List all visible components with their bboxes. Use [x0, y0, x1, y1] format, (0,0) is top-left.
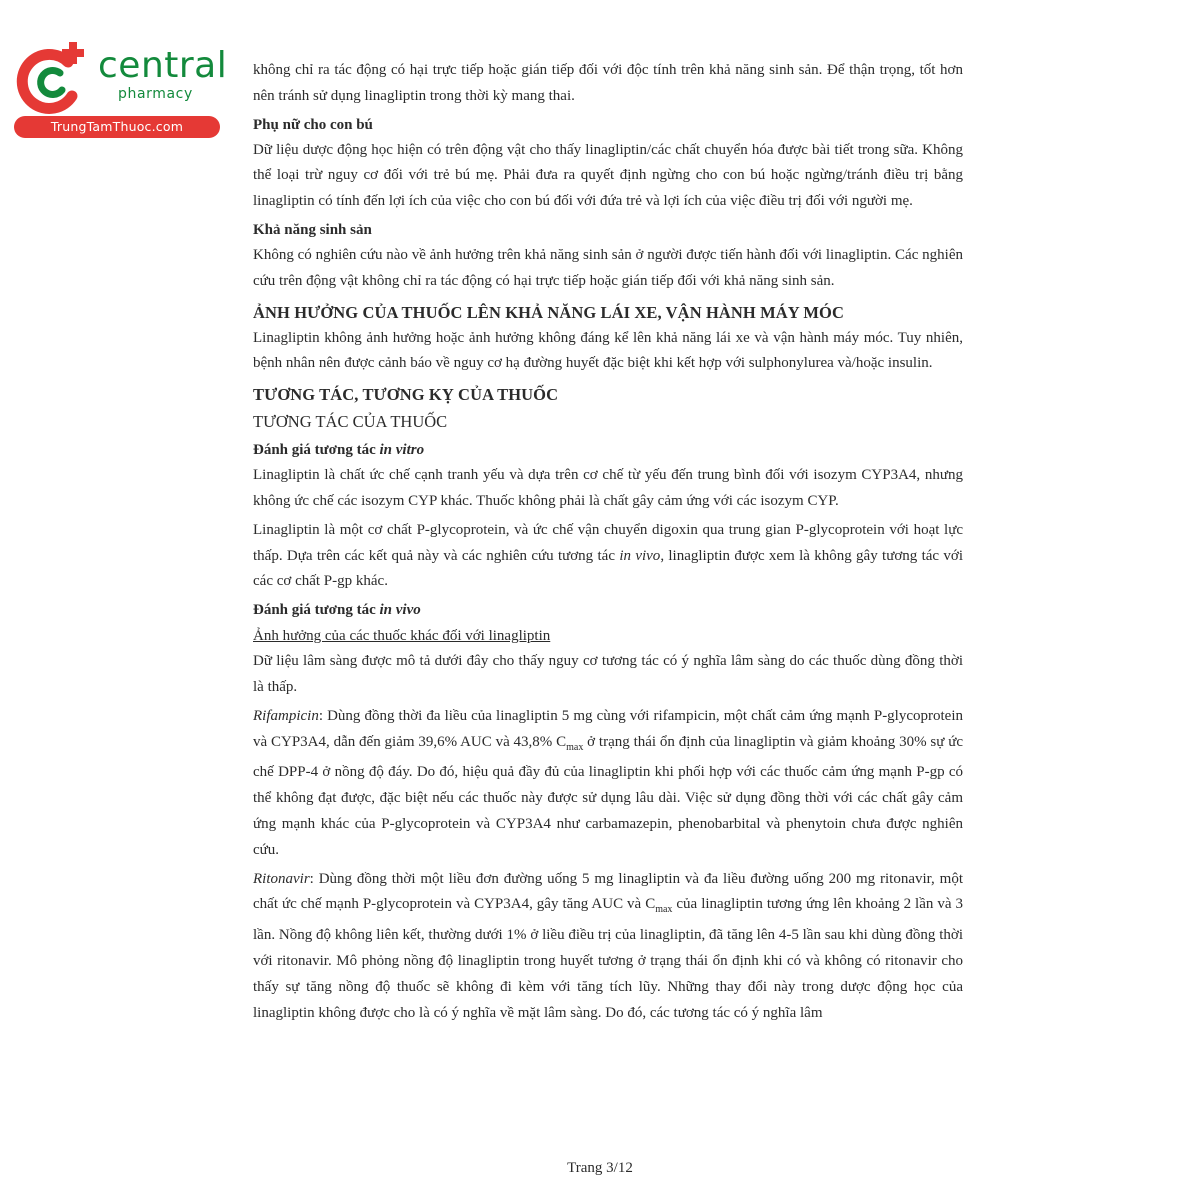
- rifampicin-cmax-sub: max: [566, 741, 584, 753]
- document-body: [253, 58, 963, 1026]
- paragraph-ritonavir: [253, 867, 963, 1027]
- heading-in-vivo: [253, 598, 963, 622]
- paragraph-fertility: Không có nghiên cứu nào về ảnh hưởng trên khả năng sinh sản ở người được tiến hành đối với linagliptin. Các nghiên cứu trên động vật không chỉ ra tác động có hại trực tiếp hoặc gián tiếp đối với khả năng sinh sản.: [253, 246, 963, 289]
- ritonavir-label: Ritonavir: [253, 870, 310, 887]
- central-pharmacy-logo: [12, 40, 228, 136]
- ritonavir-cmax-sub: max: [655, 904, 673, 916]
- heading-in-vivo-text: Đánh giá tương tác: [253, 602, 380, 619]
- paragraph-driving: Linagliptin không ảnh hưởng hoặc ảnh hưởng không đáng kể lên khả năng lái xe và vận hành máy móc. Tuy nhiên, bệnh nhân nên được cảnh báo về nguy cơ hạ đường huyết đặc biệt khi kết hợp với sulphonylurea và/hoặc insulin.: [253, 329, 963, 372]
- heading-interactions: TƯƠNG TÁC, TƯƠNG KỴ CỦA THUỐC: [253, 385, 559, 405]
- paragraph-rifampicin: [253, 704, 963, 864]
- paragraph-in-vitro-2-a: Linagliptin là một cơ chất P-glycoprotein, và ức chế vận chuyển digoxin qua trung gian P-glycoprotein với hoạt lực thấp. Dựa trên các kết quả này và các nghiên cứu tương tác: [253, 521, 963, 564]
- heading-lactation: Phụ nữ cho con bú: [253, 116, 373, 133]
- page-number: Trang 3/12: [567, 1160, 633, 1176]
- paragraph-clinical: Dữ liệu lâm sàng được mô tả dưới đây cho thấy nguy cơ tương tác có ý nghĩa lâm sàng do các thuốc dùng đồng thời là thấp.: [253, 653, 963, 695]
- paragraph-pregnancy-end: không chỉ ra tác động có hại trực tiếp hoặc gián tiếp đối với độc tính trên khả năng sinh sản. Để thận trọng, tốt hơn nên tránh sử dụng linagliptin trong thời kỳ mang thai.: [253, 62, 963, 104]
- heading-in-vitro-term: in vitro: [379, 442, 425, 459]
- brand-name: central: [98, 45, 228, 86]
- heading-other-drugs: Ảnh hưởng của các thuốc khác đối với linagliptin: [253, 628, 551, 645]
- ritonavir-text-a: : Dùng đồng thời một liều đơn đường uống 5 mg linagliptin và đa liều đường uống 200 mg ritonavir, một chất ức chế mạnh P-glycoprotein và CYP3A4, gây tăng AUC và C: [253, 870, 963, 913]
- rifampicin-label: Rifampicin: [253, 707, 319, 724]
- heading-driving: ẢNH HƯỞNG CỦA THUỐC LÊN KHẢ NĂNG LÁI XE, VẬN HÀNH MÁY MÓC: [253, 302, 845, 322]
- in-vivo-term: in vivo: [619, 547, 661, 564]
- paragraph-in-vitro-2-b: , linagliptin được xem là không gây tương tác với các cơ chất P-gp khác.: [253, 547, 963, 590]
- heading-in-vivo-term: in vivo: [379, 602, 421, 619]
- paragraph-in-vitro-2: [253, 518, 963, 595]
- paragraph-lactation: Dữ liệu dược động học hiện có trên động vật cho thấy linagliptin/các chất chuyển hóa được bài tiết trong sữa. Không thể loại trừ nguy cơ đối với trẻ bú mẹ. Phải đưa ra quyết định ngừng cho con bú hoặc ngừng/tránh điều trị bằng linagliptin có tính đến lợi ích của việc cho con bú đối với đứa trẻ và lợi ích của việc điều trị đối với người mẹ.: [253, 141, 963, 210]
- paragraph-in-vitro-1: Linagliptin là chất ức chế cạnh tranh yếu và dựa trên cơ chế từ yếu đến trung bình đối với isozym CYP3A4, nhưng không ức chế các isozym CYP khác. Thuốc không phải là chất gây cảm ứng với các isozym CYP.: [253, 467, 963, 509]
- rifampicin-text-a: : Dùng đồng thời đa liều của linagliptin 5 mg cùng với rifampicin, một chất cảm ứng mạnh P-glycoprotein và CYP3A4, dẫn đến giảm 39,6% AUC và 43,8% C: [253, 707, 963, 750]
- website-badge: TrungTamThuoc.com: [14, 116, 220, 138]
- heading-drug-interactions: TƯƠNG TÁC CỦA THUỐC: [253, 412, 448, 432]
- brand-subtitle: pharmacy: [118, 86, 193, 102]
- heading-in-vitro: [253, 438, 963, 462]
- heading-fertility: Khả năng sinh sản: [253, 221, 372, 238]
- heading-in-vitro-text: Đánh giá tương tác: [253, 442, 380, 459]
- ritonavir-text-b: của linagliptin tương ứng lên khoảng 2 lần và 3 lần. Nồng độ không liên kết, thường dưới 1% ở liều điều trị của linagliptin, đã tăng lên 4-5 lần sau khi dùng đồng thời với ritonavir. Mô phỏng nồng độ linagliptin trong huyết tương ở trạng thái ổn định khi có và không có ritonavir cho thấy sự tăng nồng độ thuốc sẽ không đi kèm với tăng tích lũy. Những thay đổi này trong dược động học của linagliptin không được cho là có ý nghĩa về mặt lâm sàng. Do đó, các tương tác có ý nghĩa lâm: [253, 896, 963, 1021]
- rifampicin-text-b: ở trạng thái ổn định của linagliptin và giảm khoảng 30% sự ức chế DPP-4 ở nồng độ đáy. Do đó, hiệu quả đầy đủ của linagliptin khi phối hợp với các thuốc cảm ứng mạnh P-gp có thể không đạt được, đặc biệt nếu các thuốc này được sử dụng lâu dài. Việc sử dụng đồng thời với các chất gây cảm ứng mạnh khác của P-glycoprotein và CYP3A4 như carbamazepin, phenobarbital và phenytoin chưa được nghiên cứu.: [253, 733, 963, 858]
- pharmacy-cross-logo-icon: [12, 40, 92, 120]
